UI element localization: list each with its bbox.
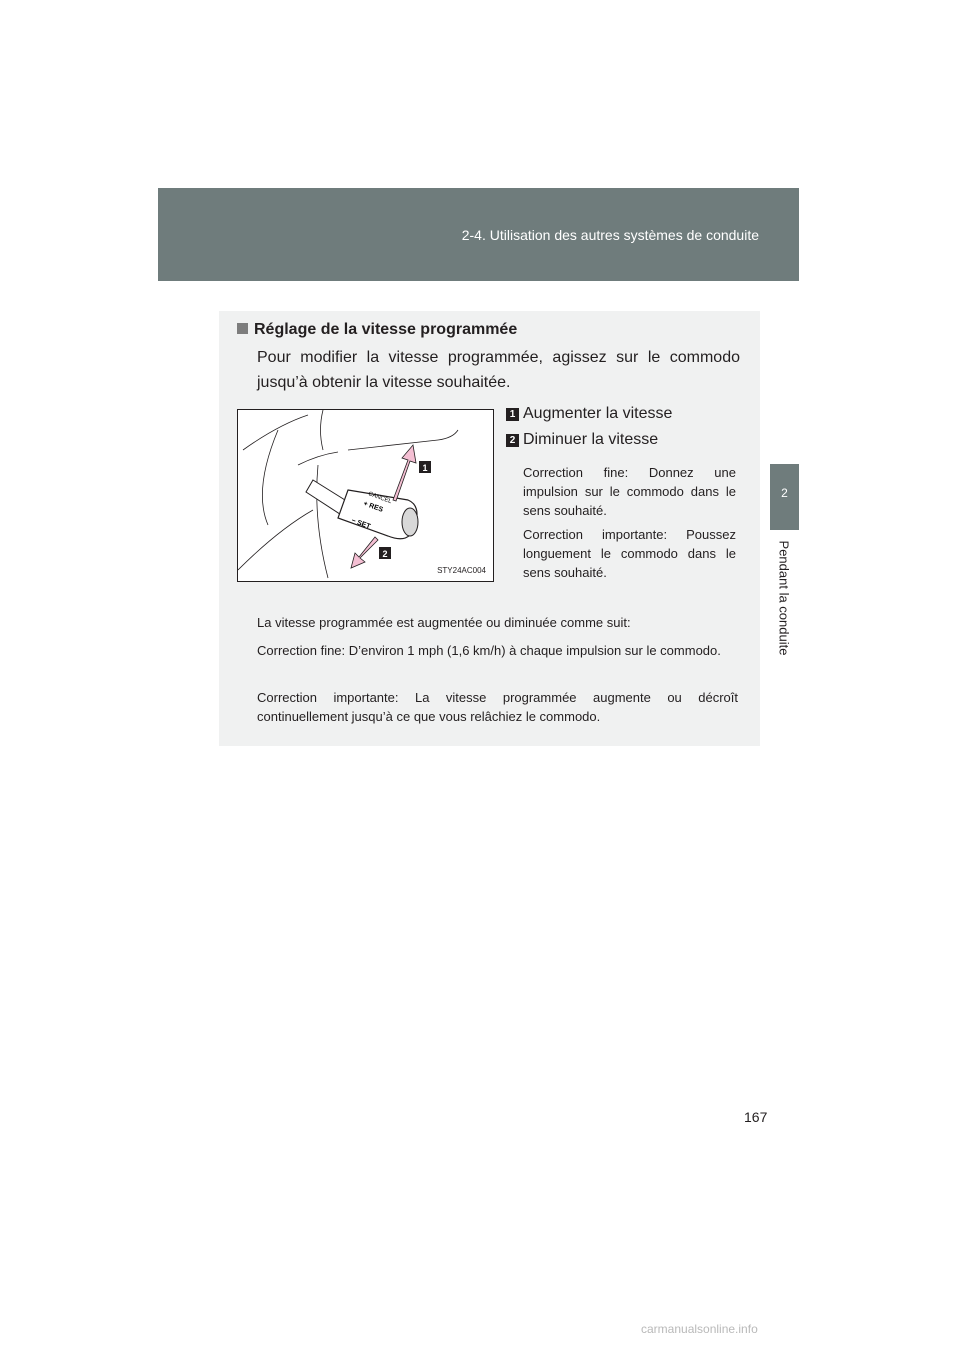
coarse-correction-note: Correction importante: Poussez longuement le commodo dans le sens souhaité. (523, 527, 736, 580)
fine-correction-note: Correction fine: Donnez une impulsion sur le commodo dans le sens souhaité. (523, 465, 736, 518)
item-label: Diminuer la vitesse (523, 431, 659, 448)
callout-2: 2 (382, 549, 388, 559)
page-number: 167 (744, 1109, 768, 1125)
callout-1: 1 (422, 463, 428, 473)
cancel-label: CANCEL (367, 491, 393, 506)
up-arrow-icon (393, 445, 416, 501)
section-title: Réglage de la vitesse programmée (237, 321, 517, 339)
details-summary: La vitesse programmée est augmentée ou diminuée comme suit: (257, 615, 631, 630)
down-arrow-icon (351, 537, 378, 568)
square-bullet-icon (237, 323, 248, 334)
list-item (506, 405, 672, 423)
info-panel (219, 311, 760, 746)
number-badge: 2 (506, 434, 519, 447)
chapter-label: Pendant la conduite (776, 540, 792, 656)
item-label: Augmenter la vitesse (523, 405, 673, 422)
chapter-header (158, 188, 799, 281)
number-badge: 1 (506, 408, 519, 421)
chapter-tab (770, 464, 799, 530)
details-coarse: Correction importante: La vitesse programmée augmente ou décroît continuellement jusqu’à ce que vous relâchiez le commodo. (257, 690, 738, 724)
res-label: + RES (362, 500, 384, 514)
list-item (506, 431, 658, 449)
intro-text: Pour modifier la vitesse programmée, agissez sur le commodo jusqu’à obtenir la vitesse souhaitée. (257, 349, 740, 391)
lever-illustration (237, 409, 494, 582)
breadcrumb: 2-4. Utilisation des autres systèmes de conduite (461, 227, 759, 243)
steering-lever-drawing (238, 410, 493, 581)
set-label: − SET (350, 517, 372, 531)
watermark: carmanualsonline.info (641, 1322, 758, 1336)
figure-code: STY24AC004 (437, 566, 486, 575)
details-fine: Correction fine: D’environ 1 mph (1,6 km/h) à chaque impulsion sur le commodo. (257, 643, 721, 658)
chapter-number: 2 (781, 486, 788, 500)
